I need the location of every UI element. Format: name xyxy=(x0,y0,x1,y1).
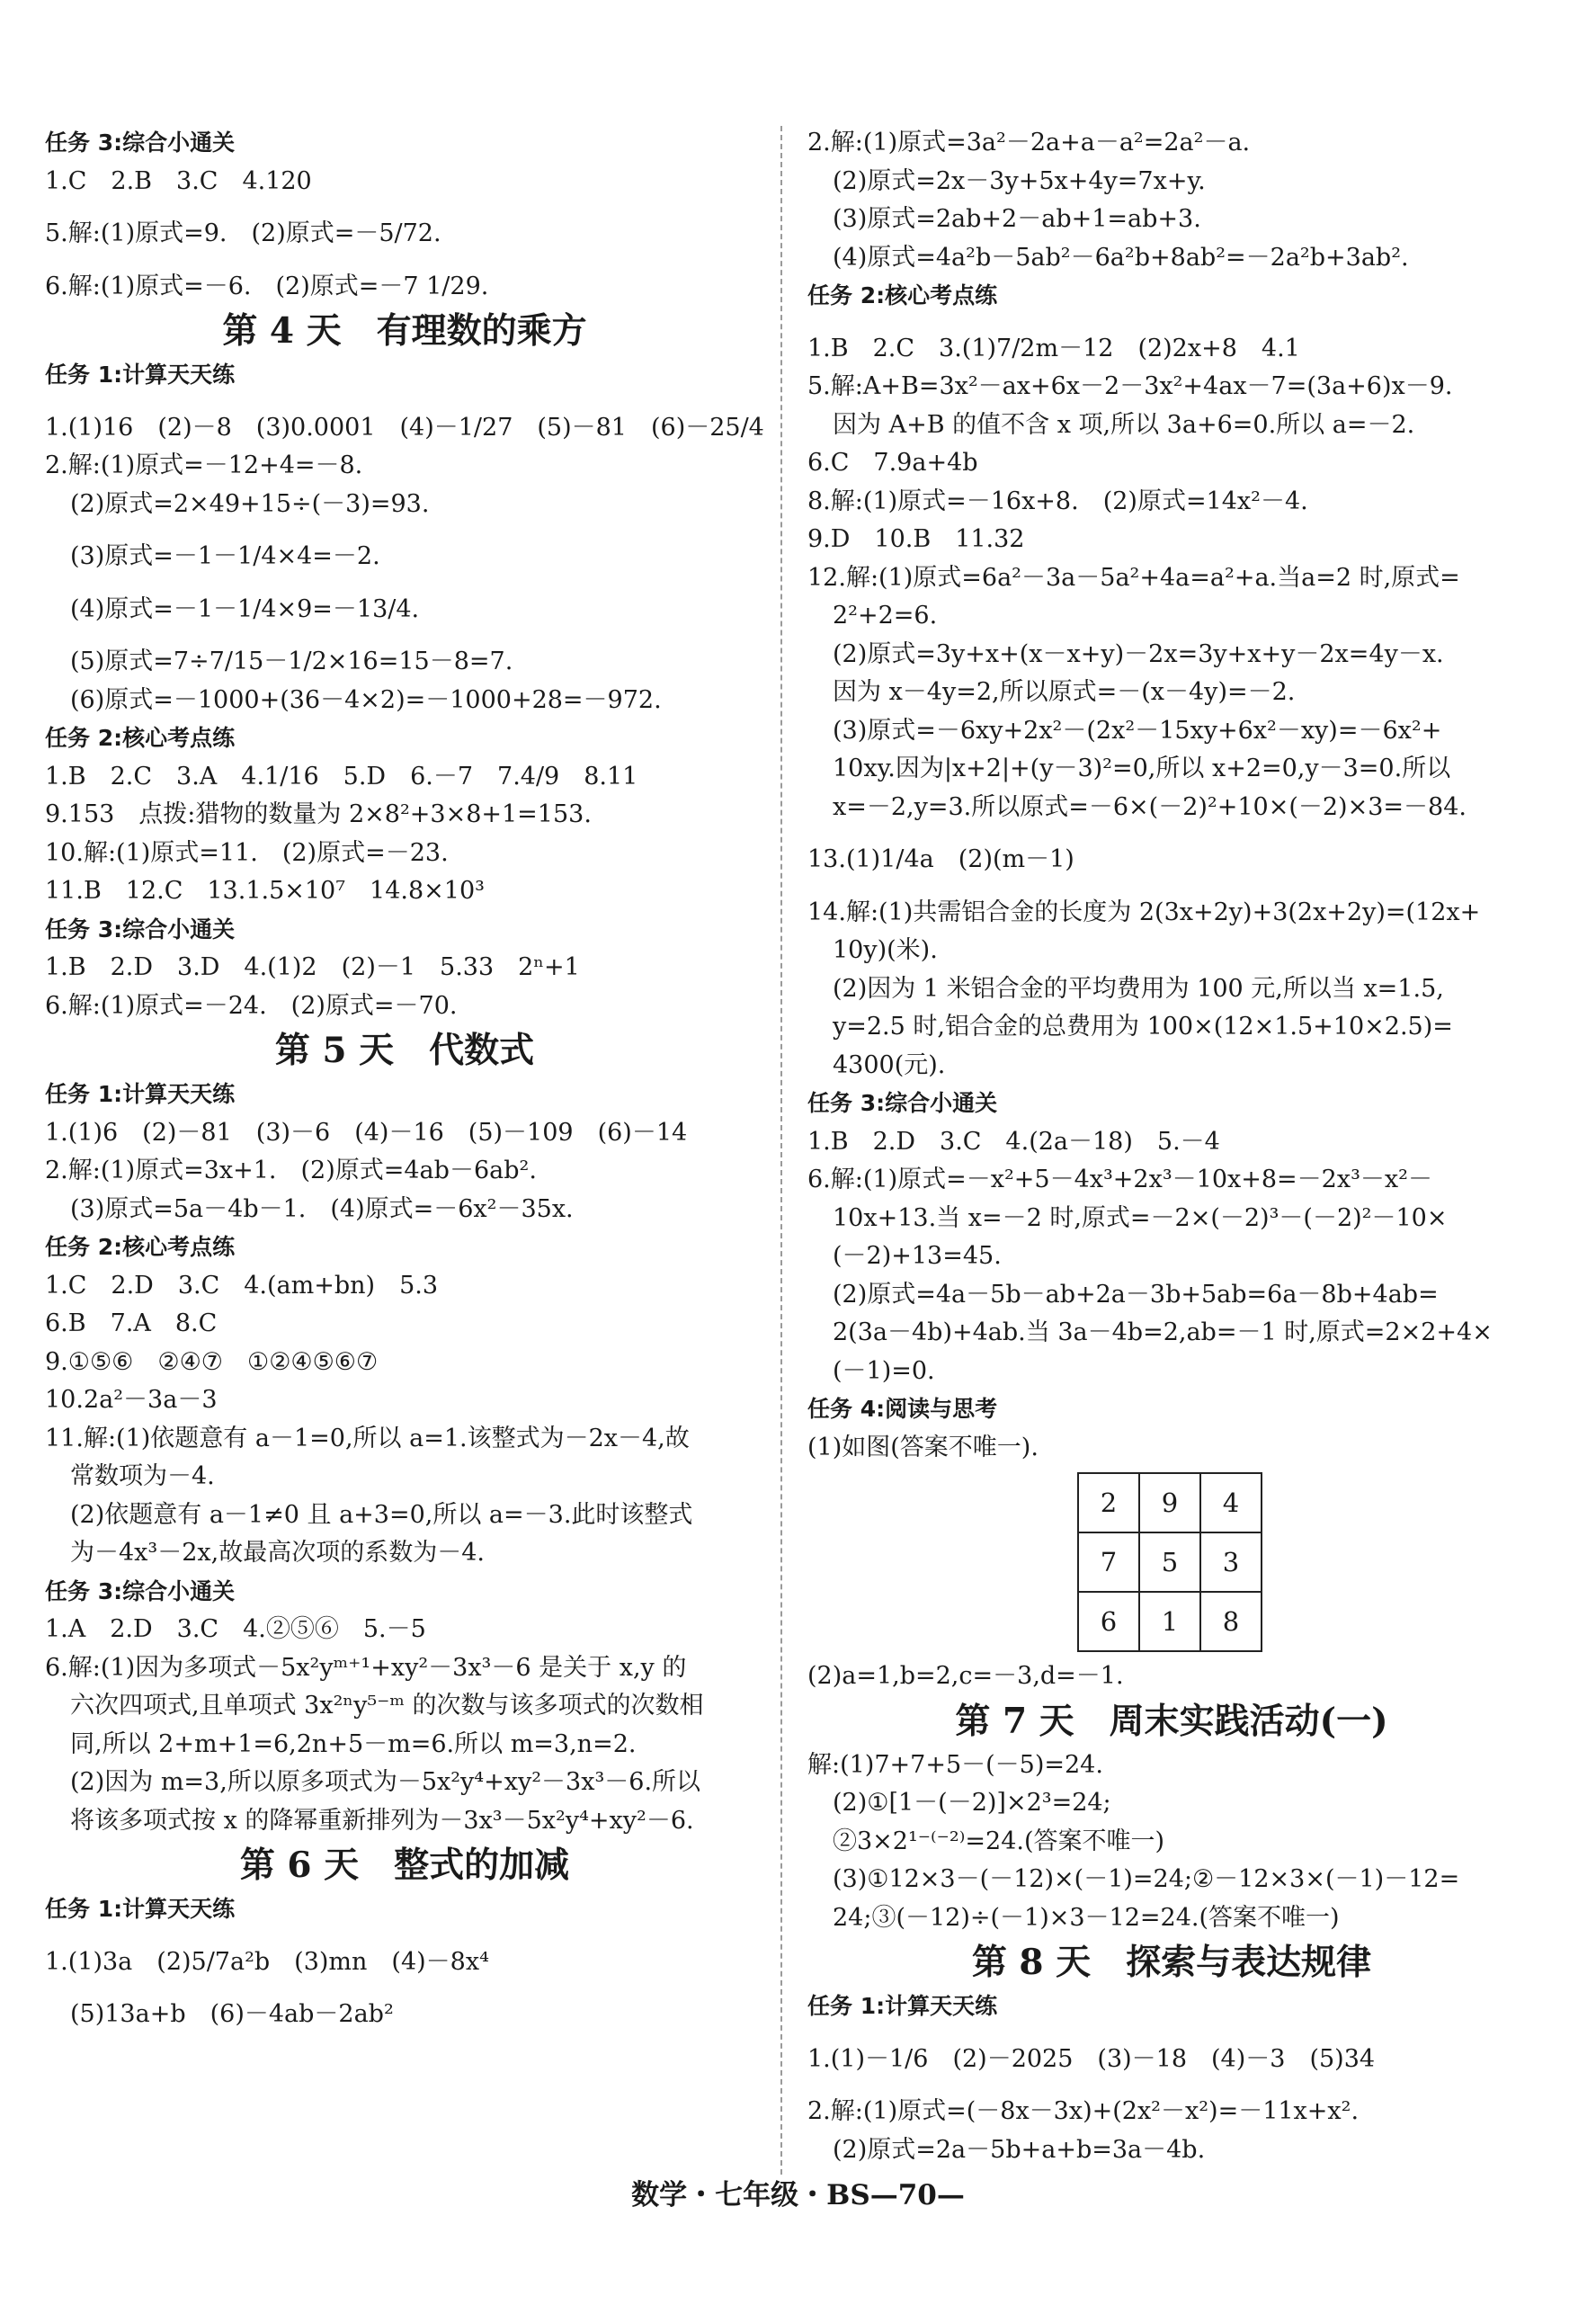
left-column xyxy=(45,124,764,2034)
answer-line: 14.解:(1)共需铝合金的长度为 2(3x+2y)+3(2x+2y)=(12x+ xyxy=(807,898,1481,926)
task-heading: 任务 3:综合小通关 xyxy=(807,1090,998,1116)
grid-cell: 6 xyxy=(1078,1592,1139,1651)
answer-line: (2)原式=2x－3y+5x+4y=7x+y. xyxy=(833,166,1206,195)
answer-line: 1.(1)－1/6 (2)－2025 (3)－18 (4)－3 (5)34 xyxy=(807,2044,1376,2073)
answer-line: 10.解:(1)原式=11. (2)原式=－23. xyxy=(45,838,449,867)
answer-line: 常数项为－4. xyxy=(70,1462,215,1490)
grid-cell: 9 xyxy=(1139,1473,1200,1532)
answer-line: 2.解:(1)原式=(－8x－3x)+(2x²－x²)=－11x+x². xyxy=(807,2097,1360,2125)
day-5-heading: 第 5 天 代数式 xyxy=(274,1030,535,1071)
answer-line: 因为 A+B 的值不含 x 项,所以 3a+6=0.所以 a=－2. xyxy=(833,410,1415,439)
answer-line: 六次四项式,且单项式 3x²ⁿy⁵⁻ᵐ 的次数与该多项式的次数相 xyxy=(70,1692,704,1720)
answer-line: 因为 x－4y=2,所以原式=－(x－4y)=－2. xyxy=(833,678,1296,706)
grid-cell: 5 xyxy=(1139,1532,1200,1592)
answer-line: 6.解:(1)因为多项式－5x²yᵐ⁺¹+xy²－3x³－6 是关于 x,y 的 xyxy=(45,1653,687,1682)
day-6-heading: 第 6 天 整式的加减 xyxy=(239,1845,570,1886)
answer-line: (2)①[1－(－2)]×2³=24; xyxy=(833,1789,1111,1817)
answer-line: (3)原式=－6xy+2x²－(2x²－15xy+6x²－xy)=－6x²+ xyxy=(833,716,1442,745)
answer-line: (－2)+13=45. xyxy=(833,1242,1002,1270)
answer-line: 1.B 2.D 3.C 4.(2a－18) 5.－4 xyxy=(807,1127,1220,1156)
answer-line: 解:(1)7+7+5－(－5)=24. xyxy=(807,1750,1103,1779)
answer-line: 9.D 10.B 11.32 xyxy=(807,525,1025,553)
answer-line: y=2.5 时,铝合金的总费用为 100×(12×1.5+10×2.5)= xyxy=(833,1013,1453,1041)
answer-line: 12.解:(1)原式=6a²－3a－5a²+4a=a²+a.当a=2 时,原式= xyxy=(807,563,1460,592)
answer-line: 10x+13.当 x=－2 时,原式=－2×(－2)³－(－2)²－10× xyxy=(833,1203,1448,1232)
answer-line: 6.解:(1)原式=－6. (2)原式=－7 1/29. xyxy=(45,272,489,300)
task-heading: 任务 1:计算天天练 xyxy=(45,362,236,388)
page-footer xyxy=(0,2172,1596,2212)
column-divider xyxy=(780,126,782,2175)
answer-line: 13.(1)1/4a (2)(m－1) xyxy=(807,845,1074,873)
answer-line: 10.2a²－3a－3 xyxy=(45,1386,218,1414)
answer-line: 同,所以 2+m+1=6,2n+5－m=6.所以 m=3,n=2. xyxy=(70,1729,637,1758)
magic-square-grid xyxy=(1077,1472,1262,1652)
answer-line: ②3×2¹⁻⁽⁻²⁾=24.(答案不唯一) xyxy=(833,1827,1165,1855)
answer-line: (3)原式=5a－4b－1. (4)原式=－6x²－35x. xyxy=(70,1194,574,1223)
answer-line: (6)原式=－1000+(36－4×2)=－1000+28=－972. xyxy=(70,685,662,714)
answer-line: 1.B 2.D 3.D 4.(1)2 (2)－1 5.33 2ⁿ+1 xyxy=(45,953,580,981)
task-heading: 任务 4:阅读与思考 xyxy=(807,1396,998,1422)
answer-line: 2.解:(1)原式=3x+1. (2)原式=4ab－6ab². xyxy=(45,1157,537,1184)
answer-line: (2)依题意有 a－1≠0 且 a+3=0,所以 a=－3.此时该整式 xyxy=(70,1500,693,1529)
answer-line: (2)原式=2×49+15÷(－3)=93. xyxy=(70,489,430,518)
answer-line: 10xy.因为|x+2|+(y－3)²=0,所以 x+2=0,y－3=0.所以 xyxy=(833,755,1451,782)
grid-cell: 8 xyxy=(1200,1592,1262,1651)
answer-line: (2)原式=3y+x+(x－x+y)－2x=3y+x+y－2x=4y－x. xyxy=(833,639,1444,668)
answer-line: 11.B 12.C 13.1.5×10⁷ 14.8×10³ xyxy=(45,877,485,905)
day-8-heading: 第 8 天 探索与表达规律 xyxy=(971,1942,1372,1983)
answer-line: (2)a=1,b=2,c=－3,d=－1. xyxy=(807,1662,1124,1690)
answer-line: (4)原式=4a²b－5ab²－6a²b+8ab²=－2a²b+3ab². xyxy=(833,243,1409,272)
answer-line: (3)①12×3－(－12)×(－1)=24;②－12×3×(－1)－12= xyxy=(833,1865,1460,1893)
grid-cell: 7 xyxy=(1078,1532,1139,1592)
answer-line: 1.(1)16 (2)－8 (3)0.0001 (4)－1/27 (5)－81 (6)－25/4 xyxy=(45,413,764,442)
answer-line: (1)如图(答案不唯一). xyxy=(807,1433,1039,1461)
footer-text: 数学・七年级・BS—70— xyxy=(631,2179,965,2211)
right-column xyxy=(807,124,1536,2169)
answer-line: 2.解:(1)原式=3a²－2a+a－a²=2a²－a. xyxy=(807,129,1251,156)
task-heading: 任务 2:核心考点练 xyxy=(45,1234,236,1260)
answer-line: 5.解:(1)原式=9. (2)原式=－5/72. xyxy=(45,219,441,247)
answer-line: 10y)(米). xyxy=(833,936,938,964)
answer-line: 2.解:(1)原式=－12+4=－8. xyxy=(45,451,363,479)
grid-cell: 1 xyxy=(1139,1592,1200,1651)
answer-line: 4300(元). xyxy=(833,1050,946,1079)
answer-line: (3)原式=－1－1/4×4=－2. xyxy=(70,542,380,570)
answer-line: 2²+2=6. xyxy=(833,602,938,630)
task-heading: 任务 3:综合小通关 xyxy=(45,1577,236,1604)
answer-line: (2)原式=4a－5b－ab+2a－3b+5ab=6a－8b+4ab= xyxy=(833,1280,1439,1309)
day-4-heading: 第 4 天 有理数的乘方 xyxy=(222,310,587,352)
answer-line: 1.(1)3a (2)5/7a²b (3)mn (4)－8x⁴ xyxy=(45,1947,489,1976)
answer-line: (5)原式=7÷7/15－1/2×16=15－8=7. xyxy=(70,648,513,675)
task-heading: 任务 1:计算天天练 xyxy=(45,1896,236,1922)
task-heading: 任务 2:核心考点练 xyxy=(807,282,998,308)
answer-line: 6.解:(1)原式=－x²+5－4x³+2x³－10x+8=－2x³－x²－ xyxy=(807,1166,1432,1193)
task-heading: 任务 1:计算天天练 xyxy=(45,1081,236,1107)
task-heading: 任务 3:综合小通关 xyxy=(45,916,236,943)
answer-line: 5.解:A+B=3x²－ax+6x－2－3x²+4ax－7=(3a+6)x－9. xyxy=(807,372,1453,400)
answer-line: (2)原式=2a－5b+a+b=3a－4b. xyxy=(833,2135,1206,2164)
answer-line: (－1)=0. xyxy=(833,1356,935,1385)
answer-line: 2(3a－4b)+4ab.当 3a－4b=2,ab=－1 时,原式=2×2+4× xyxy=(833,1318,1493,1346)
answer-line: (3)原式=2ab+2－ab+1=ab+3. xyxy=(833,205,1201,233)
task-heading: 任务 1:计算天天练 xyxy=(807,1993,998,2019)
answer-line: 1.C 2.B 3.C 4.120 xyxy=(45,166,312,195)
answer-line: 1.A 2.D 3.C 4.②⑤⑥ 5.－5 xyxy=(45,1615,426,1643)
answer-line: 11.解:(1)依题意有 a－1=0,所以 a=1.该整式为－2x－4,故 xyxy=(45,1424,690,1452)
answer-line: (4)原式=－1－1/4×9=－13/4. xyxy=(70,594,420,623)
day-7-heading: 第 7 天 周末实践活动(一) xyxy=(955,1700,1388,1742)
grid-cell: 4 xyxy=(1200,1473,1262,1532)
answer-line: 6.解:(1)原式=－24. (2)原式=－70. xyxy=(45,991,458,1020)
answer-line: (2)因为 m=3,所以原多项式为－5x²y⁴+xy²－3x³－6.所以 xyxy=(70,1768,701,1796)
grid-cell: 3 xyxy=(1200,1532,1262,1592)
answer-line: 为－4x³－2x,故最高次项的系数为－4. xyxy=(70,1539,485,1567)
answer-line: 1.B 2.C 3.(1)7/2m－12 (2)2x+8 4.1 xyxy=(807,334,1300,362)
task-heading: 任务 2:核心考点练 xyxy=(45,725,236,751)
answer-line: 1.(1)6 (2)－81 (3)－6 (4)－16 (5)－109 (6)－14 xyxy=(45,1118,688,1147)
answer-line: 1.C 2.D 3.C 4.(am+bn) 5.3 xyxy=(45,1271,439,1300)
answer-line: 将该多项式按 x 的降幂重新排列为－3x³－5x²y⁴+xy²－6. xyxy=(70,1806,694,1835)
answer-line: 1.B 2.C 3.A 4.1/16 5.D 6.－7 7.4/9 8.11 xyxy=(45,762,638,791)
grid-cell: 2 xyxy=(1078,1473,1139,1532)
answer-line: 6.C 7.9a+4b xyxy=(807,449,978,477)
answer-line: x=－2,y=3.所以原式=－6×(－2)²+10×(－2)×3=－84. xyxy=(833,792,1467,821)
answer-line: (5)13a+b (6)－4ab－2ab² xyxy=(70,2000,394,2028)
task-heading: 任务 3:综合小通关 xyxy=(45,130,236,156)
answer-line: 8.解:(1)原式=－16x+8. (2)原式=14x²－4. xyxy=(807,487,1308,515)
answer-line: 9.①⑤⑥ ②④⑦ ①②④⑤⑥⑦ xyxy=(45,1347,379,1376)
answer-line: 6.B 7.A 8.C xyxy=(45,1309,218,1337)
answer-line: 9.153 点拨:猎物的数量为 2×8²+3×8+1=153. xyxy=(45,800,592,828)
answer-line: (2)因为 1 米铝合金的平均费用为 100 元,所以当 x=1.5, xyxy=(833,974,1444,1003)
answer-line: 24;③(－12)÷(－1)×3－12=24.(答案不唯一) xyxy=(833,1903,1340,1932)
